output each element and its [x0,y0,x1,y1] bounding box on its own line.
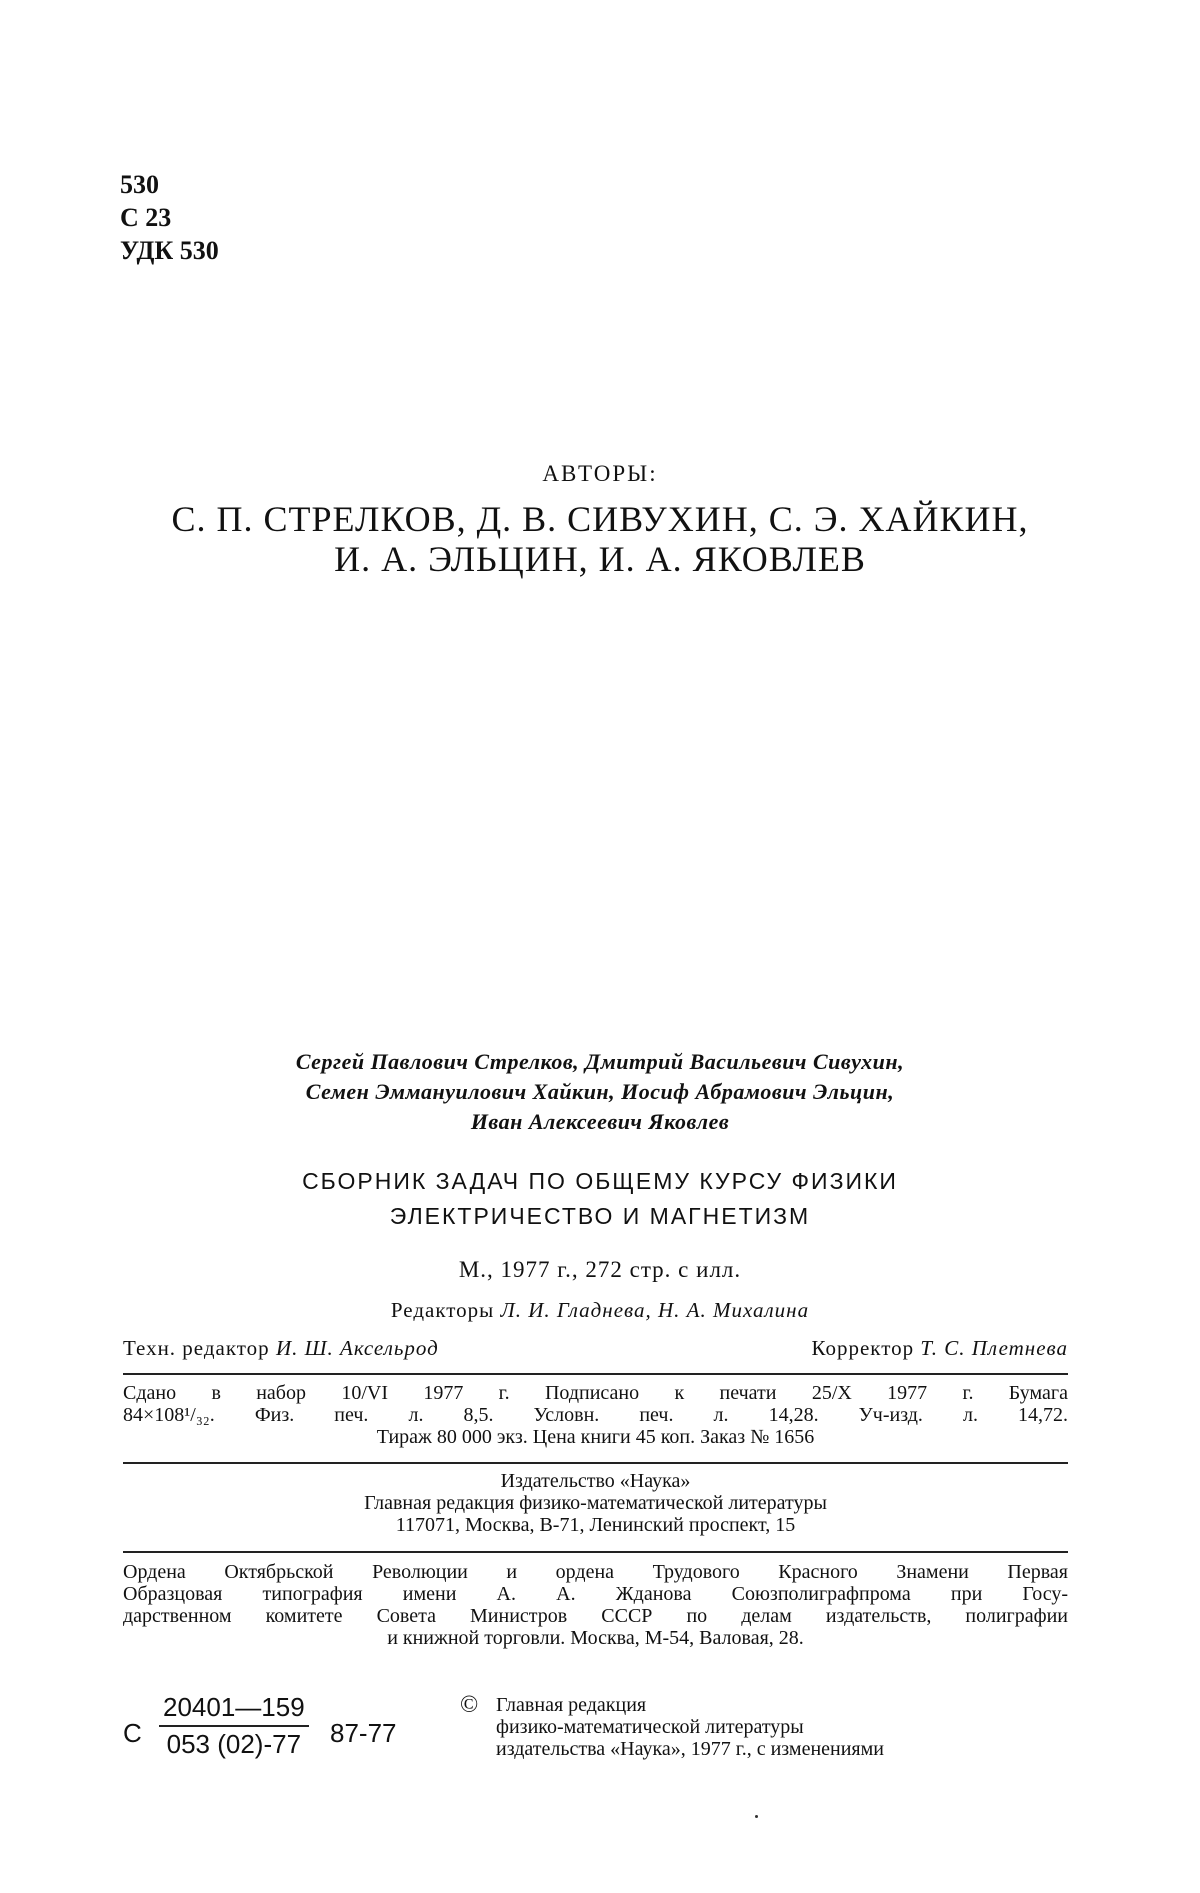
editors-names: Л. И. Гладнева, Н. А. Михалина [500,1298,810,1322]
divider [123,1551,1068,1553]
publisher-address: 117071, Москва, В-71, Ленинский проспект, 15 [395,1514,796,1536]
divider [123,1373,1068,1375]
tech-editor-label: Техн. редактор [123,1336,270,1360]
divider [123,1462,1068,1464]
print-details-line-3: Тираж 80 000 экз. Цена книги 45 коп. Заказ № 1656 [376,1426,815,1448]
printer-line-4: и книжной торговли. Москва, М-54, Валовая, 28. [387,1627,804,1649]
publication-info: М., 1977 г., 272 стр. с илл. [458,1257,742,1282]
full-names-line-2: Семен Эммануилович Хайкин, Иосиф Абрамович Эльцин, [305,1079,895,1104]
print-details-line-2: 84×108¹/₃₂. Физ. печ. л. 8,5. Условн. печ. л. 14,28. Уч-изд. л. 14,72. [123,1404,1068,1426]
copyright-icon: © [460,1692,479,1718]
corrector [812,1336,1069,1361]
classification-codes [120,168,219,267]
tech-credits [123,1336,1068,1361]
bbk-code: 530 [120,170,159,199]
editors-line [0,1298,1200,1323]
copyright-line-2: физико-математической литературы [496,1716,804,1738]
publisher-division: Главная редакция физико-математической литературы [364,1492,827,1514]
udc-code: УДК 530 [120,236,219,265]
formula-numerator: 20401—159 [159,1692,309,1727]
print-speck [755,1815,758,1818]
print-details-line-1: Сдано в набор 10/VI 1977 г. Подписано к печати 25/X 1977 г. Бумага [123,1382,1068,1404]
printer-line-3: дарственном комитете Совета Министров СССР по делам издательств, полиграфии [123,1605,1068,1627]
copyright-text [496,1694,884,1760]
copyright-line-1: Главная редакция [496,1694,647,1716]
tech-editor [123,1336,439,1361]
publisher-name: Издательство «Наука» [500,1470,691,1492]
editors-label: Редакторы [390,1298,495,1322]
corrector-name: Т. С. Плетнева [920,1336,1068,1360]
printer-line-2: Образцовая типография имени А. А. Жданова Союзполиграфпрома при Госу- [123,1583,1068,1605]
printer-line-1: Ордена Октябрьской Революции и ордена Трудового Красного Знамени Первая [123,1561,1068,1583]
authors-line-2: И. А. ЭЛЬЦИН, И. А. ЯКОВЛЕВ [334,539,866,579]
full-names-line-3: Иван Алексеевич Яковлев [470,1109,730,1134]
authors-label: АВТОРЫ: [542,461,658,486]
formula-denominator: 053 (02)-77 [166,1729,302,1759]
full-names-line-1: Сергей Павлович Стрелков, Дмитрий Васильевич Сивухин, [295,1049,905,1074]
authors-line-1: С. П. СТРЕЛКОВ, Д. В. СИВУХИН, С. Э. ХАЙКИН, [171,499,1029,539]
authors-full-names [0,1047,1200,1137]
formula-prefix: С [123,1718,142,1748]
formula-suffix: 87-77 [330,1718,397,1748]
corrector-label: Корректор [811,1336,915,1360]
book-subtitle: ЭЛЕКТРИЧЕСТВО И МАГНЕТИЗМ [389,1203,811,1229]
book-title: СБОРНИК ЗАДАЧ ПО ОБЩЕМУ КУРСУ ФИЗИКИ [302,1168,898,1194]
publisher-block [123,1470,1068,1536]
printer-block [123,1561,1068,1649]
tech-editor-name: И. Ш. Аксельрод [275,1336,439,1360]
print-details [123,1382,1068,1448]
formula-fraction [159,1692,309,1760]
author-mark: С 23 [120,203,172,232]
copyright-line-3: издательства «Наука», 1977 г., с изменениями [496,1738,884,1760]
